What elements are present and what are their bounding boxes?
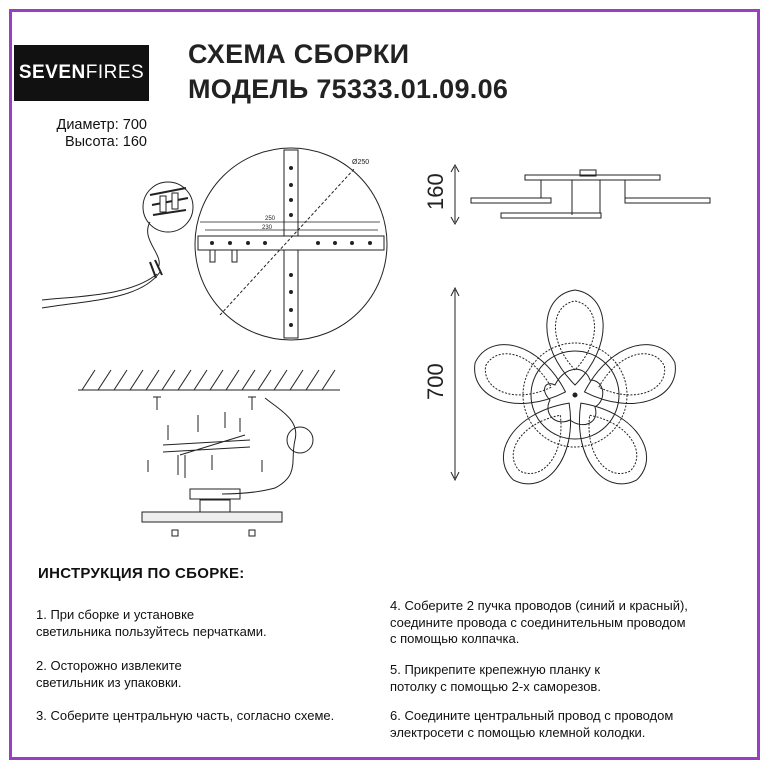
instruction-step-6: 6. Соедините центральный провод с проводом электросети с помощью клемной колодки. [390,708,674,740]
instructions-heading: ИНСТРУКЦИЯ ПО СБОРКЕ: [38,565,245,582]
brand-logo-regular: FIRES [85,62,145,83]
wire-connector-detail [42,182,193,308]
model-title: МОДЕЛЬ 75333.01.09.06 [188,74,509,104]
inner-span-label-2: 230 [262,225,273,231]
plate-diameter-label: Ø250 [352,159,370,166]
instruction-step-3: 3. Соберите центральную часть, согласно схеме. [36,708,335,723]
instruction-step-5: 5. Прикрепите крепежную планку к потолку с помощью 2-х саморезов. [390,662,601,694]
inner-span-label-1: 250 [265,216,276,222]
instruction-step-2: 2. Осторожно извлеките светильник из упаковки. [36,658,182,690]
installation-drawing [78,370,340,536]
page-title: СХЕМА СБОРКИ [188,39,410,69]
brand-logo-bold: SEVEN [18,62,86,83]
instruction-step-4: 4. Соберите 2 пучка проводов (синий и красный), соедините провода с соединительным проводом с помощью колпачка. [390,598,688,646]
top-view-flower-drawing [451,288,684,496]
diameter-label: Диаметр: 700 [56,117,147,133]
height-label: Высота: 160 [64,134,147,150]
diameter-dimension-label: 700 [423,363,448,400]
height-dimension-label: 160 [423,173,448,210]
side-elevation-drawing [451,165,710,224]
mounting-plate-drawing [195,148,387,340]
instruction-step-1: 1. При сборке и установке светильника пользуйтесь перчатками. [36,607,267,639]
